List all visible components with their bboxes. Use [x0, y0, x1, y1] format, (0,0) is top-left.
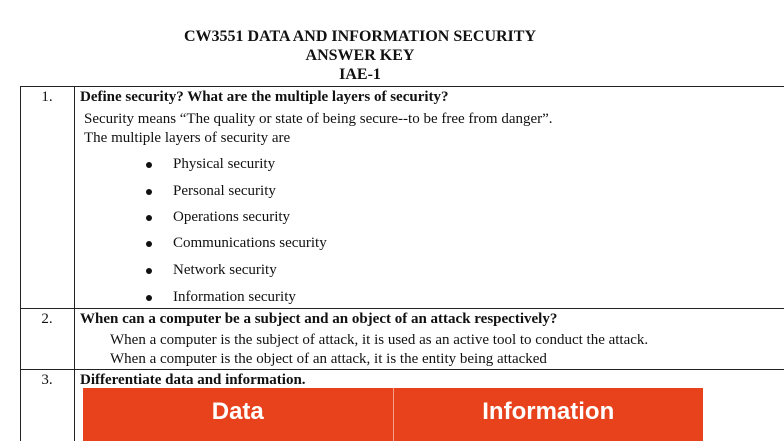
number-column-divider: [74, 86, 75, 441]
question-1-answer-line-1: Security means “The quality or state of being secure--to be free from danger”.: [84, 111, 553, 127]
bullet-item: [146, 235, 327, 252]
bullet-icon: [146, 268, 152, 274]
bullet-item: [146, 262, 277, 279]
question-3-number: 3.: [41, 372, 53, 388]
bullet-text: Information security: [173, 289, 296, 305]
bullet-text: Network security: [173, 262, 277, 278]
question-2-answer-line-2: When a computer is the object of an attack, it is the entity being attacked: [110, 351, 547, 367]
bullet-text: Operations security: [173, 209, 291, 225]
bullet-text: Physical security: [173, 156, 276, 172]
bullet-icon: [146, 295, 152, 301]
table-top-border: [20, 86, 784, 87]
comparison-table-header: [83, 388, 703, 441]
question-1-answer-line-2: The multiple layers of security are: [84, 130, 291, 146]
bullet-icon: [146, 241, 152, 247]
document-type: ANSWER KEY: [305, 47, 415, 64]
question-1-text: Define security? What are the multiple layers of security?: [80, 89, 449, 105]
exam-name: IAE-1: [339, 66, 381, 83]
bullet-item: [146, 183, 276, 200]
question-3-text: Differentiate data and information.: [80, 372, 306, 388]
bullet-item: [146, 209, 290, 226]
course-title: CW3551 DATA AND INFORMATION SECURITY: [183, 28, 537, 45]
table-header-information: Information: [393, 388, 704, 441]
bullet-text: Communications security: [173, 235, 327, 251]
bullet-text: Personal security: [173, 183, 276, 199]
bullet-item: [146, 156, 275, 173]
row-divider-2: [20, 369, 784, 370]
bullet-item: [146, 289, 296, 306]
row-divider-1: [20, 308, 784, 309]
question-2-number: 2.: [41, 311, 53, 327]
table-header-data: Data: [211, 398, 264, 425]
question-2-text: When can a computer be a subject and an object of an attack respectively?: [80, 311, 558, 327]
question-2-answer-line-1: When a computer is the subject of attack, it is used as an active tool to conduct the attack.: [110, 332, 649, 348]
bullet-icon: [146, 215, 152, 221]
bullet-icon: [146, 189, 152, 195]
bullet-icon: [146, 162, 152, 168]
question-1-number: 1.: [41, 89, 53, 105]
